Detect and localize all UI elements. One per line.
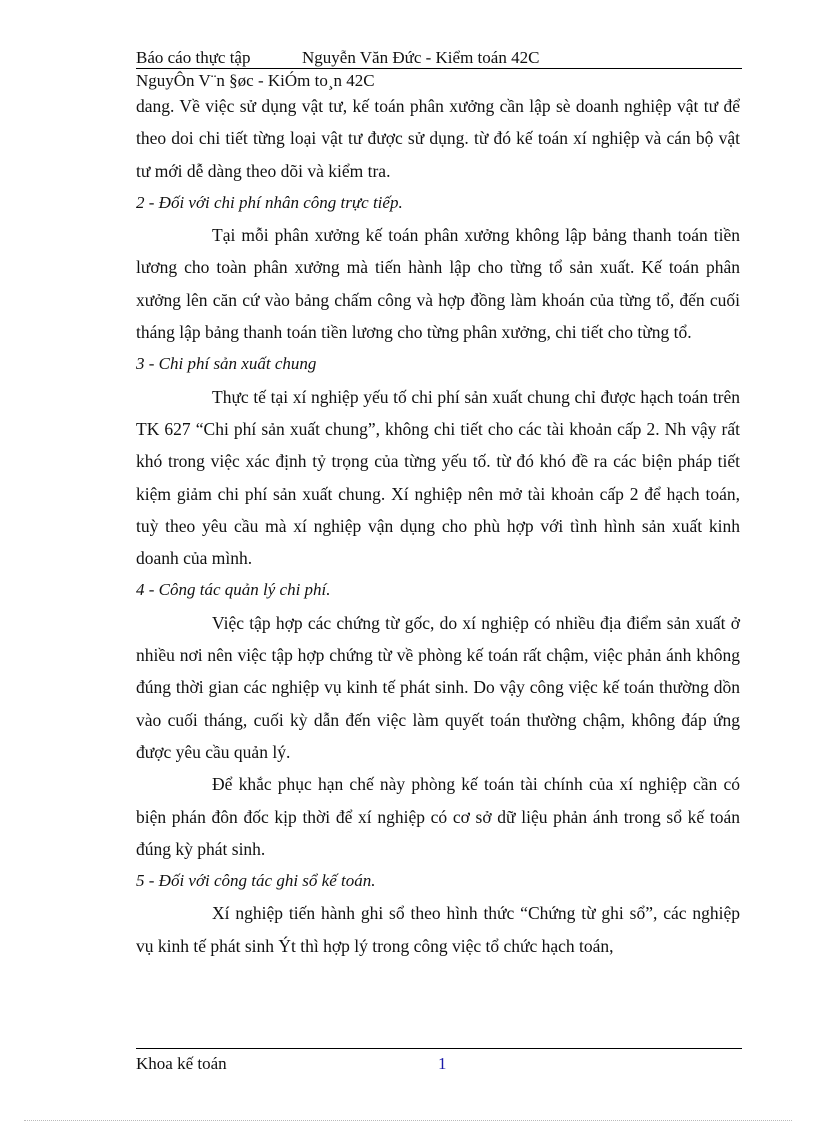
paragraph-direct-labor: Tại mỗi phân xưởng kế toán phân xưởng không lập bảng thanh toán tiền lương cho toàn phân xưởng mà tiến hành lập cho từng tổ sản xuất. Kế toán phân xưởng lên căn cứ vào bảng chấm công và hợp đồng làm khoán của từng tổ, đến cuối tháng lập bảng thanh toán tiền lương cho từng phân xưởng, chi tiết cho từng tổ. [136,225,740,343]
header-garbled-author: NguyÔn V¨n §øc - KiÓm to¸n 42C [136,71,375,90]
heading-bookkeeping: 5 - Đối với công tác ghi sổ kế toán. [136,871,376,891]
page-number: 1 [438,1054,447,1073]
heading-overhead: 3 - Chi phí sản xuất chung [136,354,317,374]
paragraph-material-tracking: dang. Về việc sử dụng vật tư, kế toán phân xưởng cần lập sè doanh nghiệp vật tư để theo doi chi tiết từng loại vật tư được sử dụng. từ đó kế toán xí nghiệp và cán bộ vật tư mới dễ dàng theo dõi và kiểm tra. [136,96,740,181]
heading-cost-management: 4 - Công tác quản lý chi phí. [136,580,331,600]
page-header [136,48,742,69]
header-report-title: Báo cáo thực tập [136,48,251,67]
paragraph-bookkeeping: Xí nghiệp tiến hành ghi sổ theo hình thức “Chứng từ ghi sổ”, các nghiệp vụ kinh tế phát sinh Ýt thì hợp lý trong công việc tổ chức hạch toán, [136,903,740,956]
paragraph-cost-management: Việc tập hợp các chứng từ gốc, do xí nghiệp có nhiều địa điểm sản xuất ở nhiều nơi nên việc tập hợp chứng từ về phòng kế toán rất chậm, việc phản ánh không đúng thời gian các nghiệp vụ kinh tế phát sinh. Do vậy công việc kế toán thường dồn vào cuối tháng, cuối kỳ dẫn đến việc làm quyết toán thường chậm, không đáp ứng được yêu cầu quản lý. [136,612,740,762]
document-body [136,90,740,962]
page-bottom-divider [24,1120,792,1121]
header-author: Nguyễn Văn Đức - Kiểm toán 42C [302,48,540,67]
paragraph-overhead: Thực tế tại xí nghiệp yếu tố chi phí sản xuất chung chỉ được hạch toán trên TK 627 “Chi phí sản xuất chung”, không chi tiết cho các tài khoản cấp 2. Nh vậy rất khó trong việc xác định tỷ trọng của từng yếu tố. từ đó khó đề ra các biện pháp tiết kiệm giảm chi phí sản xuất chung. Xí nghiệp nên mở tài khoản cấp 2 để hạch toán, tuỳ theo yêu cầu mà xí nghiệp vận dụng cho phù hợp với tình hình sản xuất kinh doanh của mình. [136,386,740,569]
footer-department: Khoa kế toán [136,1054,227,1073]
page-footer [136,1048,742,1079]
heading-direct-labor: 2 - Đối với chi phí nhân công trực tiếp. [136,192,403,212]
paragraph-remedy: Để khắc phục hạn chế này phòng kế toán tài chính của xí nghiệp cần có biện phán đôn đốc kịp thời để xí nghiệp có cơ sở dữ liệu phản ánh trong sổ kế toán đúng kỳ phát sinh. [136,774,740,859]
